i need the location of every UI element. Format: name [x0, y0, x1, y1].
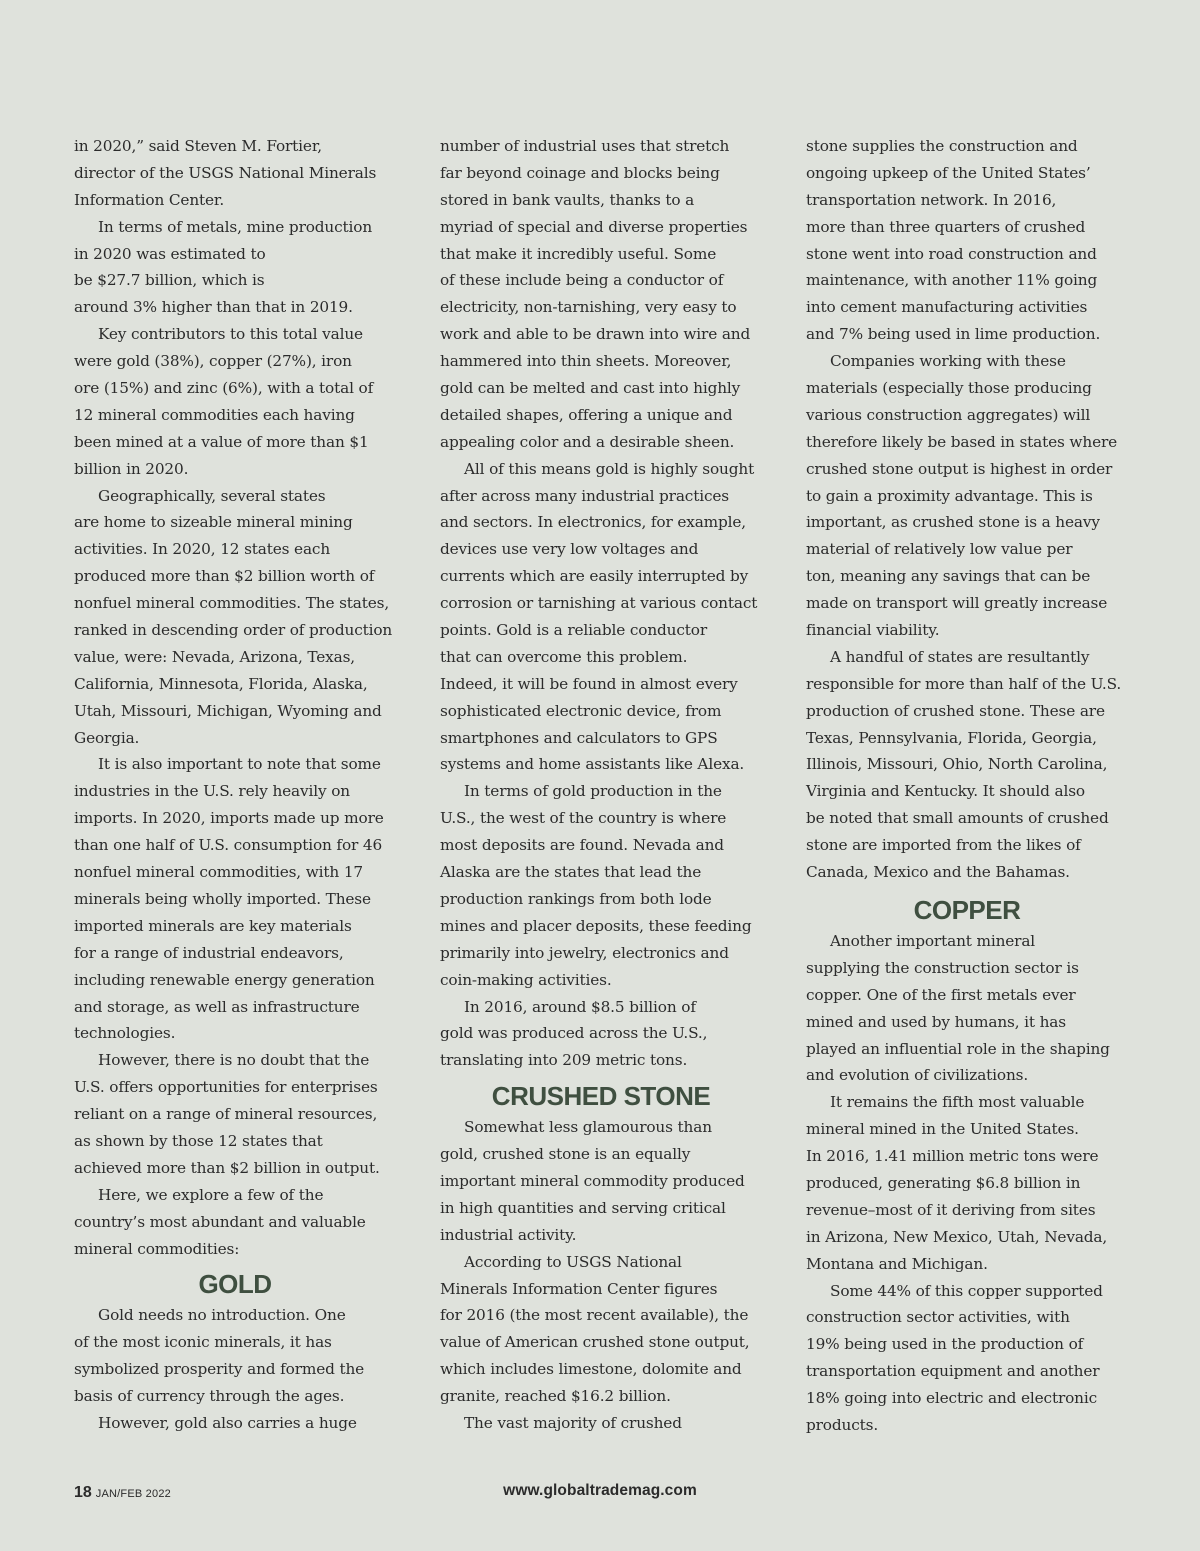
text-line: ranked in descending order of production — [74, 621, 393, 640]
text-line: Here, we explore a few of the — [98, 1185, 324, 1204]
text-line: imported minerals are key materials — [74, 916, 352, 935]
text-line: of the most iconic minerals, it has — [74, 1333, 332, 1352]
text-line: primarily into jewelry, electronics and — [440, 943, 729, 962]
text-line: sophisticated electronic device, from — [440, 701, 722, 720]
text-line: billion in 2020. — [74, 459, 189, 478]
text-line: Companies working with these — [830, 352, 1066, 371]
text-line: hammered into thin sheets. Moreover, — [440, 352, 732, 371]
text-line: important, as crushed stone is a heavy — [806, 513, 1100, 532]
text-line: which includes limestone, dolomite and — [440, 1360, 742, 1379]
text-line: maintenance, with another 11% going — [806, 271, 1098, 290]
text-line: work and able to be drawn into wire and — [440, 325, 751, 344]
text-line: In 2016, around $8.5 billion of — [464, 997, 696, 1016]
text-line: than one half of U.S. consumption for 46 — [74, 836, 383, 855]
col3-block2 — [806, 928, 1128, 1439]
text-line: Geographically, several states — [98, 486, 326, 505]
text-line: It remains the fifth most valuable — [830, 1093, 1085, 1112]
text-line: director of the USGS National Minerals — [74, 163, 377, 182]
text-line: and storage, as well as infrastructure — [74, 997, 360, 1016]
text-line: Somewhat less glamourous than — [464, 1118, 712, 1137]
text-line: However, there is no doubt that the — [98, 1051, 370, 1070]
text-line: In terms of gold production in the — [464, 782, 722, 801]
text-line: products. — [806, 1415, 879, 1434]
text-line: in high quantities and serving critical — [440, 1198, 726, 1217]
text-line: and evolution of civilizations. — [806, 1066, 1029, 1085]
text-line: Illinois, Missouri, Ohio, North Carolina, — [806, 755, 1108, 774]
text-line: Key contributors to this total value — [98, 325, 363, 344]
text-line: produced, generating $6.8 billion in — [806, 1173, 1081, 1192]
text-line: for 2016 (the most recent available), the — [440, 1306, 749, 1325]
text-line: around 3% higher than that in 2019. — [74, 298, 353, 317]
text-line: myriad of special and diverse properties — [440, 217, 748, 236]
text-line: reliant on a range of mineral resources, — [74, 1105, 378, 1124]
section-heading-copper: COPPER — [913, 894, 1021, 925]
text-line: mineral mined in the United States. — [806, 1120, 1079, 1139]
text-line: construction sector activities, with — [806, 1308, 1070, 1327]
text-line: more than three quarters of crushed — [806, 217, 1086, 236]
text-line: mineral commodities: — [74, 1239, 240, 1258]
col1-block2 — [74, 214, 396, 1263]
text-line: points. Gold is a reliable conductor — [440, 621, 708, 640]
text-line: achieved more than $2 billion in output. — [74, 1158, 380, 1177]
text-line: ton, meaning any savings that can be — [806, 567, 1091, 586]
text-line: Utah, Missouri, Michigan, Wyoming and — [74, 701, 382, 720]
text-line: gold was produced across the U.S., — [440, 1024, 708, 1043]
text-line: produced more than $2 billion worth of — [74, 567, 375, 586]
text-line: industrial activity. — [440, 1225, 577, 1244]
text-line: 19% being used in the production of — [806, 1335, 1084, 1354]
text-line: and sectors. In electronics, for example, — [440, 513, 747, 532]
text-line: mined and used by humans, it has — [806, 1012, 1066, 1031]
text-line: in Arizona, New Mexico, Utah, Nevada, — [806, 1227, 1108, 1246]
text-line: production rankings from both lode — [440, 889, 712, 908]
section-heading-crushed-stone: CRUSHED STONE — [491, 1081, 711, 1112]
text-line: transportation network. In 2016, — [806, 190, 1057, 209]
text-line: that make it incredibly useful. Some — [440, 244, 717, 263]
text-line: of these include being a conductor of — [440, 271, 724, 290]
text-line: 12 mineral commodities each having — [74, 405, 355, 424]
text-line: In terms of metals, mine production — [98, 217, 373, 236]
text-line: therefore likely be based in states where — [806, 432, 1118, 451]
text-line: systems and home assistants like Alexa. — [440, 755, 745, 774]
text-line: translating into 209 metric tons. — [440, 1051, 688, 1070]
text-line: important mineral commodity produced — [440, 1171, 745, 1190]
text-line: basis of currency through the ages. — [74, 1387, 345, 1406]
text-line: stone supplies the construction and — [806, 137, 1078, 155]
text-line: been mined at a value of more than $1 — [74, 432, 369, 451]
text-line: most deposits are found. Nevada and — [440, 836, 724, 855]
text-line: In 2016, 1.41 million metric tons were — [806, 1147, 1099, 1166]
text-line: transportation equipment and another — [806, 1362, 1100, 1381]
text-line: Information Center. — [74, 190, 225, 209]
text-line: were gold (38%), copper (27%), iron — [74, 352, 352, 371]
text-line: made on transport will greatly increase — [806, 594, 1108, 613]
text-line: U.S., the west of the country is where — [440, 809, 727, 828]
text-line: According to USGS National — [464, 1252, 682, 1271]
text-line: gold, crushed stone is an equally — [440, 1145, 691, 1164]
text-line: industries in the U.S. rely heavily on — [74, 782, 350, 801]
text-line: as shown by those 12 states that — [74, 1131, 323, 1150]
text-line: Alaska are the states that lead the — [440, 863, 702, 882]
text-line: granite, reached $16.2 billion. — [440, 1387, 671, 1406]
column-3 — [806, 133, 1128, 1439]
text-line: responsible for more than half of the U.S. — [806, 674, 1122, 693]
column-2 — [440, 133, 762, 1437]
text-line: materials (especially those producing — [806, 379, 1092, 398]
text-line: U.S. offers opportunities for enterprises — [74, 1078, 378, 1097]
page-number: 18 — [74, 1484, 92, 1501]
text-line: crushed stone output is highest in order — [806, 459, 1113, 478]
text-line: be $27.7 billion, which is — [74, 271, 265, 290]
text-line: activities. In 2020, 12 states each — [74, 540, 331, 559]
footer-url: www.globaltrademag.com — [503, 1482, 697, 1499]
text-line: and 7% being used in lime production. — [806, 325, 1101, 344]
text-line: Canada, Mexico and the Bahamas. — [806, 863, 1070, 882]
text-line: supplying the construction sector is — [806, 958, 1079, 977]
text-line: Georgia. — [74, 728, 140, 747]
text-line: revenue–most of it deriving from sites — [806, 1200, 1096, 1219]
text-line: Montana and Michigan. — [806, 1254, 988, 1273]
text-line: mines and placer deposits, these feeding — [440, 916, 752, 935]
text-line: for a range of industrial endeavors, — [74, 943, 344, 962]
text-line: appealing color and a desirable sheen. — [440, 432, 735, 451]
text-line: devices use very low voltages and — [440, 540, 699, 559]
text-line: after across many industrial practices — [440, 486, 729, 505]
text-line: imports. In 2020, imports made up more — [74, 809, 384, 828]
text-line: be noted that small amounts of crushed — [806, 809, 1109, 828]
text-line: It is also important to note that some — [98, 755, 381, 774]
section-heading-gold: GOLD — [198, 1269, 272, 1300]
text-line: gold can be melted and cast into highly — [440, 379, 741, 398]
text-line: are home to sizeable mineral mining — [74, 513, 353, 532]
text-line: Virginia and Kentucky. It should also — [806, 782, 1085, 801]
text-line: Minerals Information Center figures — [440, 1279, 718, 1298]
text-line: symbolized prosperity and formed the — [74, 1360, 365, 1379]
text-line: stone are imported from the likes of — [806, 836, 1081, 855]
text-line: in 2020 was estimated to — [74, 244, 266, 263]
text-line: corrosion or tarnishing at various contact — [440, 594, 758, 613]
issue-date: JAN/FEB 2022 — [95, 1488, 171, 1500]
text-line: detailed shapes, offering a unique and — [440, 405, 733, 424]
text-line: coin-making activities. — [440, 970, 612, 989]
text-line: smartphones and calculators to GPS — [440, 728, 718, 747]
text-line: into cement manufacturing activities — [806, 298, 1088, 317]
text-line: value, were: Nevada, Arizona, Texas, — [74, 647, 355, 666]
text-line: Some 44% of this copper supported — [830, 1281, 1103, 1300]
text-line: currents which are easily interrupted by — [440, 567, 749, 586]
text-line: value of American crushed stone output, — [440, 1333, 750, 1352]
text-line: ongoing upkeep of the United States’ — [806, 163, 1091, 182]
text-line: Another important mineral — [830, 931, 1036, 950]
text-line: Indeed, it will be found in almost every — [440, 674, 738, 693]
text-line: California, Minnesota, Florida, Alaska, — [74, 674, 368, 693]
text-line: country’s most abundant and valuable — [74, 1212, 366, 1231]
text-line: However, gold also carries a huge — [98, 1413, 357, 1432]
text-line: production of crushed stone. These are — [806, 701, 1105, 720]
text-line: electricity, non-tarnishing, very easy to — [440, 298, 737, 317]
text-line: A handful of states are resultantly — [830, 647, 1090, 666]
col1-block3 — [74, 1302, 396, 1436]
text-line: minerals being wholly imported. These — [74, 889, 371, 908]
col2-block2 — [440, 1114, 762, 1437]
col2-block1 — [440, 133, 762, 1074]
text-line: including renewable energy generation — [74, 970, 375, 989]
text-line: Gold needs no introduction. One — [98, 1306, 346, 1325]
text-line: number of industrial uses that stretch — [440, 137, 730, 155]
text-line: stone went into road construction and — [806, 244, 1097, 263]
text-line: far beyond coinage and blocks being — [440, 163, 720, 182]
text-line: financial viability. — [806, 621, 940, 640]
text-line: various construction aggregates) will — [806, 405, 1091, 424]
text-line: in 2020,” said Steven M. Fortier, — [74, 137, 323, 155]
text-line: nonfuel mineral commodities, with 17 — [74, 863, 363, 882]
text-line: played an influential role in the shaping — [806, 1039, 1110, 1058]
text-line: 18% going into electric and electronic — [806, 1389, 1098, 1408]
text-line: nonfuel mineral commodities. The states, — [74, 594, 390, 613]
text-line: technologies. — [74, 1024, 176, 1043]
text-line: All of this means gold is highly sought — [464, 459, 755, 478]
text-line: ore (15%) and zinc (6%), with a total of — [74, 379, 374, 398]
text-line: to gain a proximity advantage. This is — [806, 486, 1093, 505]
text-line: material of relatively low value per — [806, 540, 1073, 559]
text-line: The vast majority of crushed — [464, 1413, 682, 1432]
text-line: that can overcome this problem. — [440, 647, 688, 666]
col3-block1 — [806, 133, 1128, 886]
text-line: Texas, Pennsylvania, Florida, Georgia, — [806, 728, 1097, 747]
col1-block1 — [74, 133, 396, 214]
column-1 — [74, 133, 396, 1437]
text-line: copper. One of the first metals ever — [806, 985, 1076, 1004]
text-line: stored in bank vaults, thanks to a — [440, 190, 695, 209]
